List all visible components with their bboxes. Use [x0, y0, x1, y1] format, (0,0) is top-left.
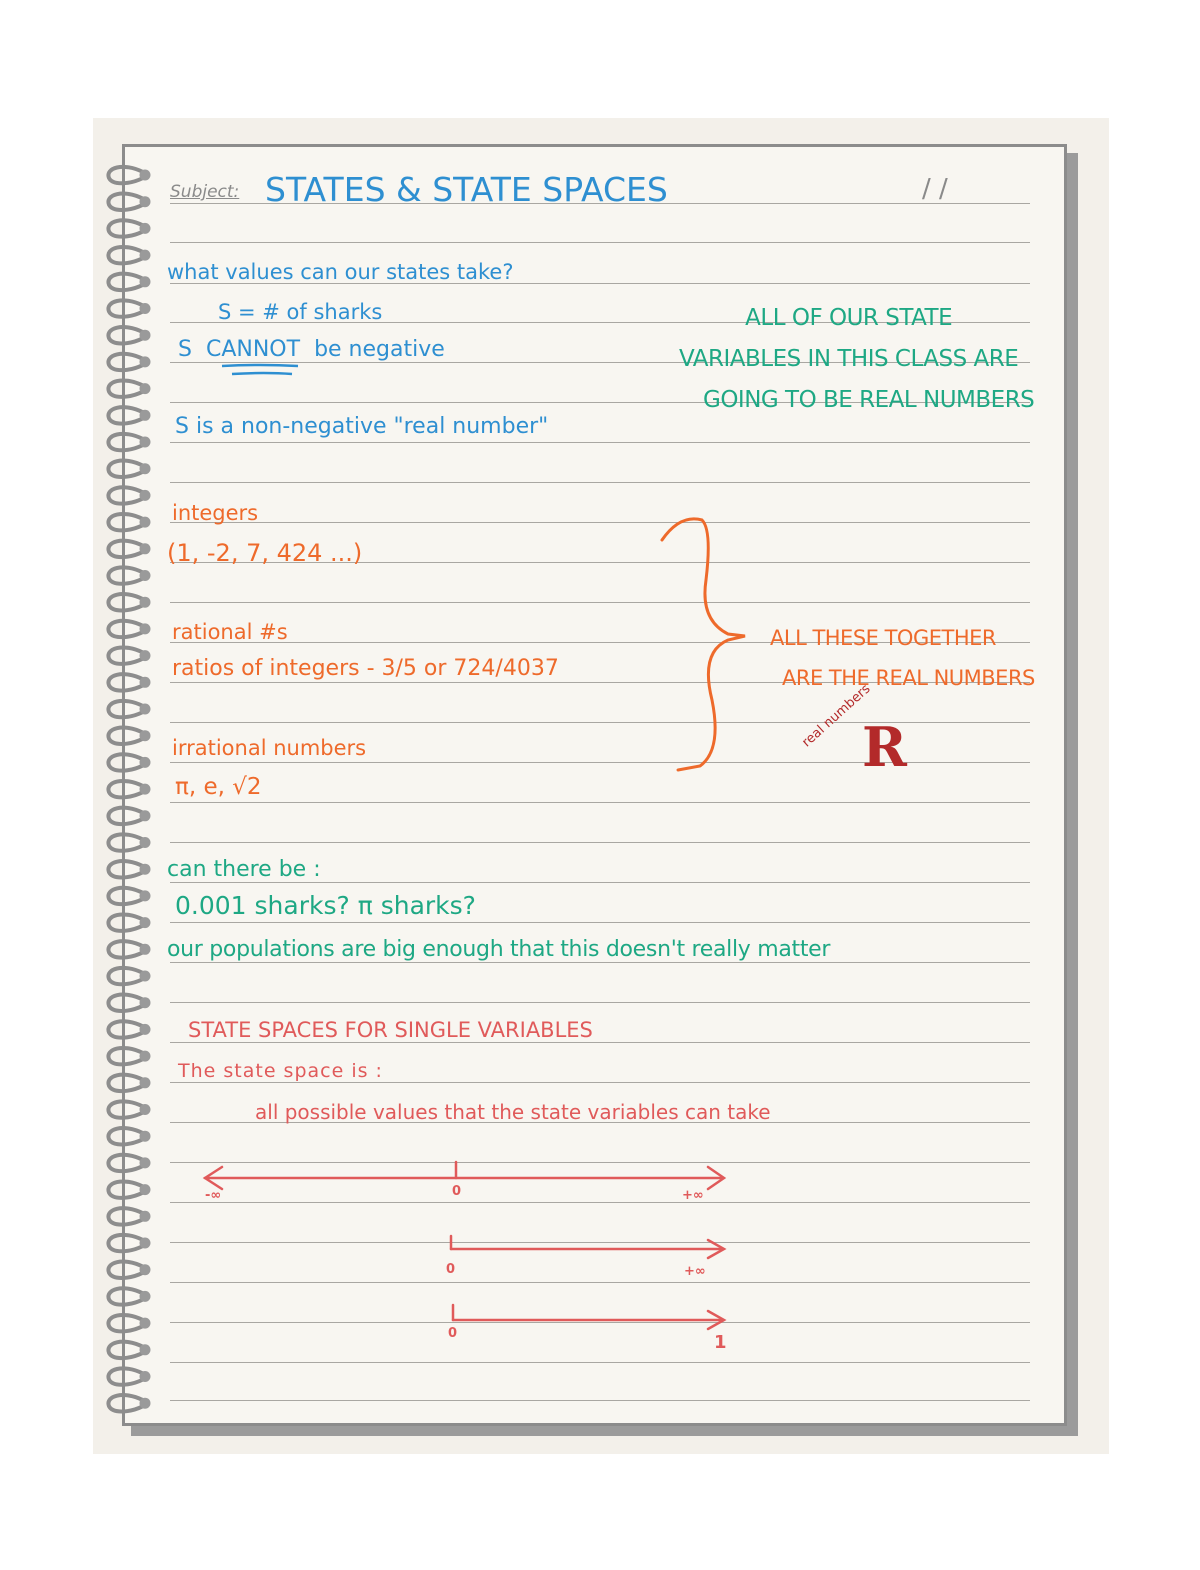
real-numbers-caption: real numbers — [799, 681, 874, 751]
real-number-statement: S is a non-negative "real number" — [175, 414, 549, 439]
tick-label-pos-infinity: +∞ — [684, 1264, 706, 1279]
sharks-question: can there be : — [167, 857, 321, 882]
page-title: STATES & STATE SPACES — [265, 170, 668, 209]
number-line-interval — [453, 1305, 724, 1329]
tick-label-zero: 0 — [448, 1326, 458, 1341]
tick-label-pos-infinity: +∞ — [682, 1188, 704, 1203]
state-space-definition: all possible values that the state variables can take — [255, 1100, 771, 1124]
note-line: GOING TO BE REAL NUMBERS — [703, 387, 1035, 413]
rationals-example: ratios of integers - 3/5 or 724/4037 — [172, 656, 559, 681]
integers-example: (1, -2, 7, 424 ...) — [167, 539, 363, 567]
number-line-ray — [451, 1236, 724, 1258]
curly-brace — [662, 519, 745, 770]
tick-label-neg-infinity: -∞ — [205, 1188, 222, 1203]
real-numbers-symbol: R — [862, 715, 907, 779]
note-line: ALL OF OUR STATE — [745, 305, 953, 331]
rationals-label: rational #s — [172, 620, 288, 644]
tick-label-one: 1 — [714, 1332, 727, 1353]
cannot-word: CANNOT — [205, 337, 301, 362]
sharks-examples: 0.001 sharks? π sharks? — [175, 891, 476, 920]
state-spaces-heading: STATE SPACES FOR SINGLE VARIABLES — [188, 1018, 593, 1042]
note-line: ALL THESE TOGETHER — [770, 626, 996, 650]
tick-label-zero: 0 — [452, 1184, 462, 1199]
state-variables-note — [663, 298, 1034, 421]
number-line-two-sided — [205, 1162, 724, 1189]
note-line: VARIABLES IN THIS CLASS ARE — [679, 346, 1019, 372]
irrationals-label: irrational numbers — [172, 736, 367, 760]
sharks-answer: our populations are big enough that this doesn't really matter — [167, 937, 831, 962]
real-numbers-note — [770, 618, 1035, 698]
state-definition: S = # of sharks — [218, 300, 383, 324]
state-space-lead: The state space is : — [178, 1060, 383, 1082]
cannot-suffix: be negative — [314, 337, 445, 362]
integers-label: integers — [172, 501, 259, 525]
cannot-prefix: S — [178, 337, 192, 362]
date-field: / / — [922, 174, 948, 204]
cannot-be-negative — [178, 337, 445, 362]
subject-label: Subject: — [170, 182, 240, 202]
cannot-underline — [222, 365, 298, 374]
states-question: what values can our states take? — [167, 260, 514, 284]
note-line: ARE THE REAL NUMBERS — [782, 666, 1035, 690]
irrationals-example: π, e, √2 — [175, 774, 262, 800]
tick-label-zero: 0 — [446, 1262, 456, 1277]
